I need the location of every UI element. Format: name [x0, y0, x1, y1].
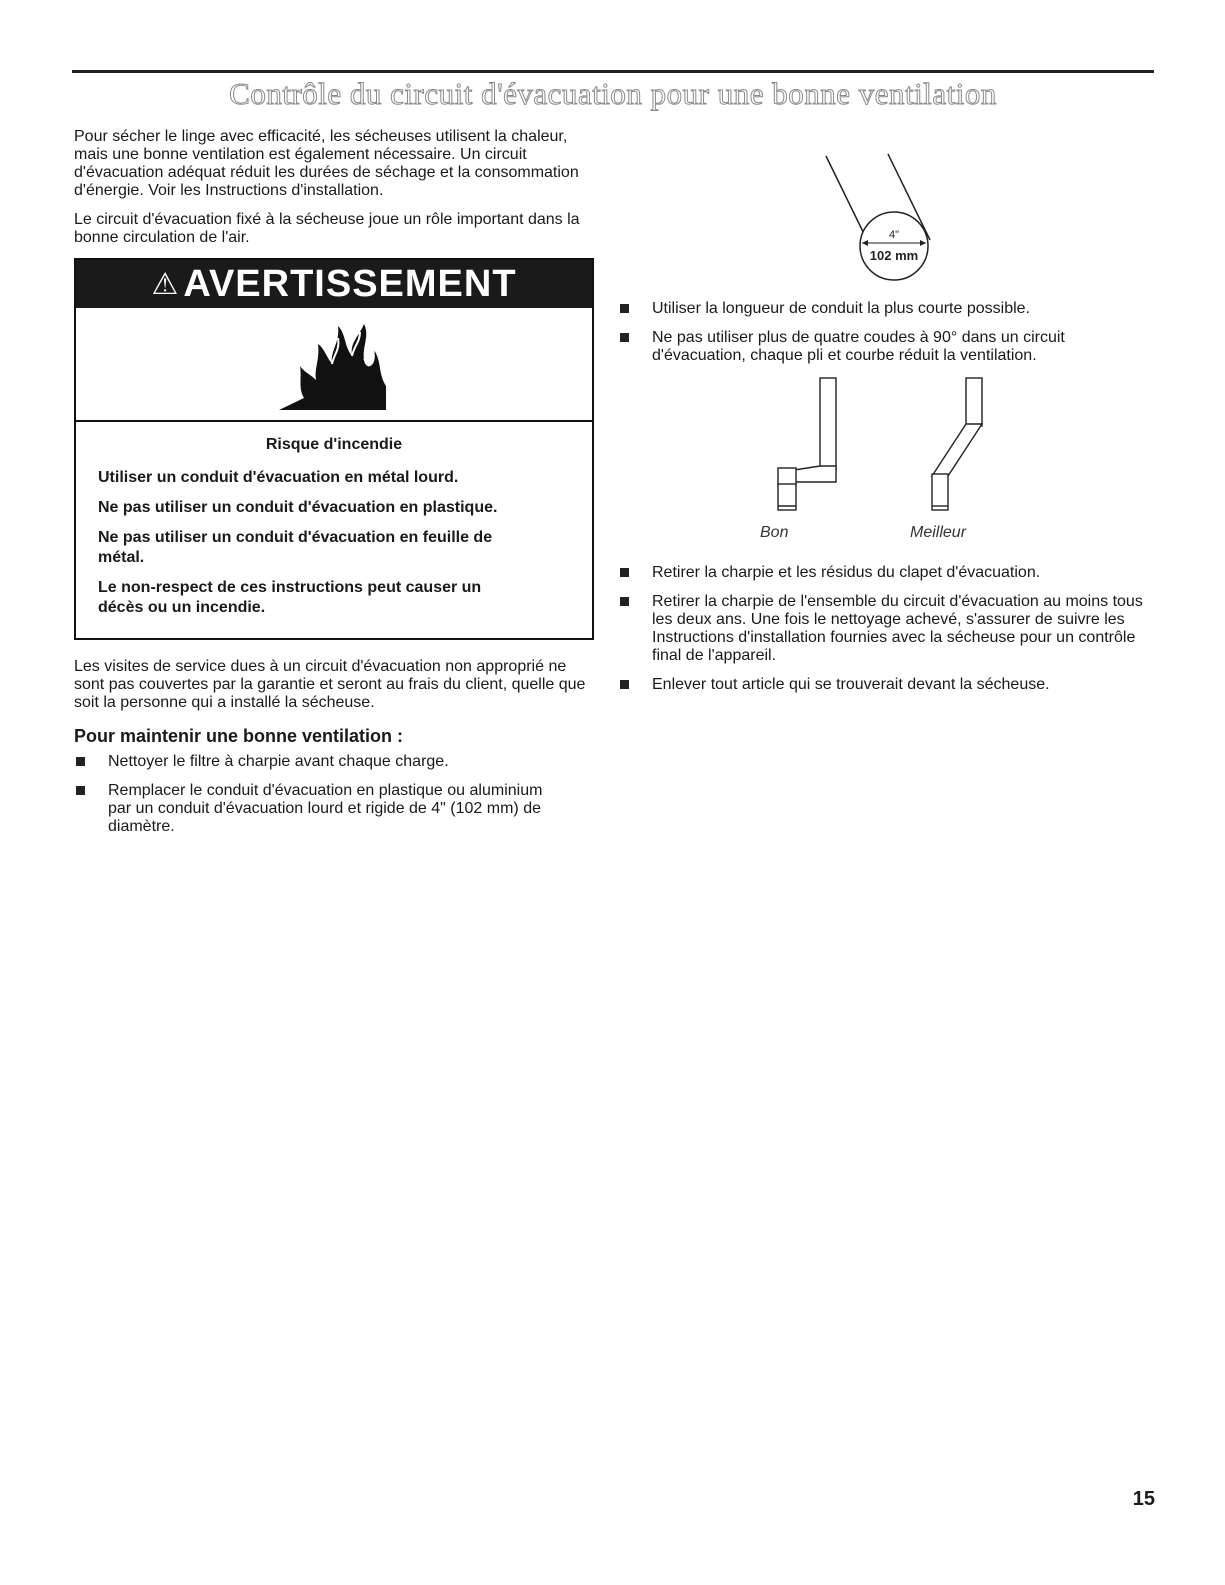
warning-header-text: AVERTISSEMENT	[183, 263, 517, 305]
caption-good: Bon	[760, 524, 789, 541]
warning-line-4: Le non-respect de ces instructions peut causer un décès ou un incendie.	[98, 579, 482, 616]
maintain-list	[74, 753, 594, 836]
fire-icon	[274, 316, 394, 412]
bullet-icon	[620, 597, 629, 606]
warning-title: Risque d'incendie	[265, 436, 403, 453]
list-item-text: Utiliser la longueur de conduit la plus courte possible.	[652, 300, 1030, 317]
warning-triangle-icon: ⚠	[151, 268, 180, 301]
bullet-icon	[620, 568, 629, 577]
bullet-icon	[620, 304, 629, 313]
vent-tips-list-b	[618, 564, 1158, 694]
intro-paragraph-1: Pour sécher le linge avec efficacité, les sécheuses utilisent la chaleur, mais une bonne ventilation est également nécessaire. Un circuit d'évacuation adéquat réduit les durées de séchage et la consommation d'énergie. Voir les Instructions d'installation.	[74, 128, 579, 199]
list-item	[618, 593, 1158, 665]
caption-better: Meilleur	[910, 524, 967, 541]
elbow-good-drawing	[778, 378, 836, 510]
page-title: Contrôle du circuit d'évacuation pour une bonne ventilation	[229, 76, 997, 111]
bullet-icon	[76, 786, 85, 795]
warning-text	[76, 422, 592, 638]
list-item	[74, 782, 568, 836]
elbow-diagram	[758, 376, 998, 516]
warning-line-2: Ne pas utiliser un conduit d'évacuation en plastique.	[98, 499, 498, 516]
dimension-mm-label: 102 mm	[869, 248, 919, 263]
list-item	[74, 753, 594, 771]
intro-paragraph-2: Le circuit d'évacuation fixé à la sécheuse joue un rôle important dans la bonne circulation de l'air.	[74, 211, 580, 246]
service-note: Les visites de service dues à un circuit d'évacuation non approprié ne sont pas couvertes par la garantie et seront au frais du client, quelle que soit la personne qui a installé la sécheuse.	[74, 658, 586, 711]
right-column	[618, 128, 1158, 705]
warning-box	[74, 258, 594, 640]
bullet-icon	[620, 333, 629, 342]
page-number: 15	[1132, 1488, 1155, 1510]
left-column	[74, 128, 594, 847]
top-rule	[72, 70, 1154, 73]
list-item-text: Remplacer le conduit d'évacuation en plastique ou aluminium par un conduit d'évacuation lourd et rigide de 4" (102 mm) de diamètre.	[108, 782, 543, 835]
list-item-text: Enlever tout article qui se trouverait devant la sécheuse.	[652, 676, 1050, 693]
warning-line-3: Ne pas utiliser un conduit d'évacuation en feuille de métal.	[98, 529, 493, 566]
warning-line-1: Utiliser un conduit d'évacuation en métal lourd.	[98, 469, 459, 486]
bullet-icon	[76, 757, 85, 766]
list-item	[618, 564, 1158, 582]
dimension-inch-label: 4"	[888, 229, 900, 241]
maintain-heading: Pour maintenir une bonne ventilation :	[74, 726, 404, 746]
list-item	[618, 676, 1158, 694]
vent-tips-list-a	[618, 300, 1158, 365]
list-item	[618, 329, 1158, 365]
bullet-icon	[620, 680, 629, 689]
list-item-text: Retirer la charpie et les résidus du clapet d'évacuation.	[652, 564, 1041, 581]
list-item-text: Nettoyer le filtre à charpie avant chaque charge.	[108, 753, 449, 770]
flame-area	[76, 308, 592, 422]
list-item-text: Ne pas utiliser plus de quatre coudes à 90° dans un circuit d'évacuation, chaque pli et courbe réduit la ventilation.	[652, 329, 1065, 364]
elbow-captions	[618, 524, 1158, 548]
elbow-better-drawing	[932, 378, 982, 510]
list-item-text: Retirer la charpie de l'ensemble du circuit d'évacuation au moins tous les deux ans. Une fois le nettoyage achevé, s'assurer de suivre les Instructions d'installation fournies avec la sécheuse pour un contrôle final de l'appareil.	[652, 593, 1143, 664]
duct-diameter-diagram	[790, 136, 940, 286]
warning-header	[76, 260, 592, 308]
list-item	[618, 300, 1158, 318]
